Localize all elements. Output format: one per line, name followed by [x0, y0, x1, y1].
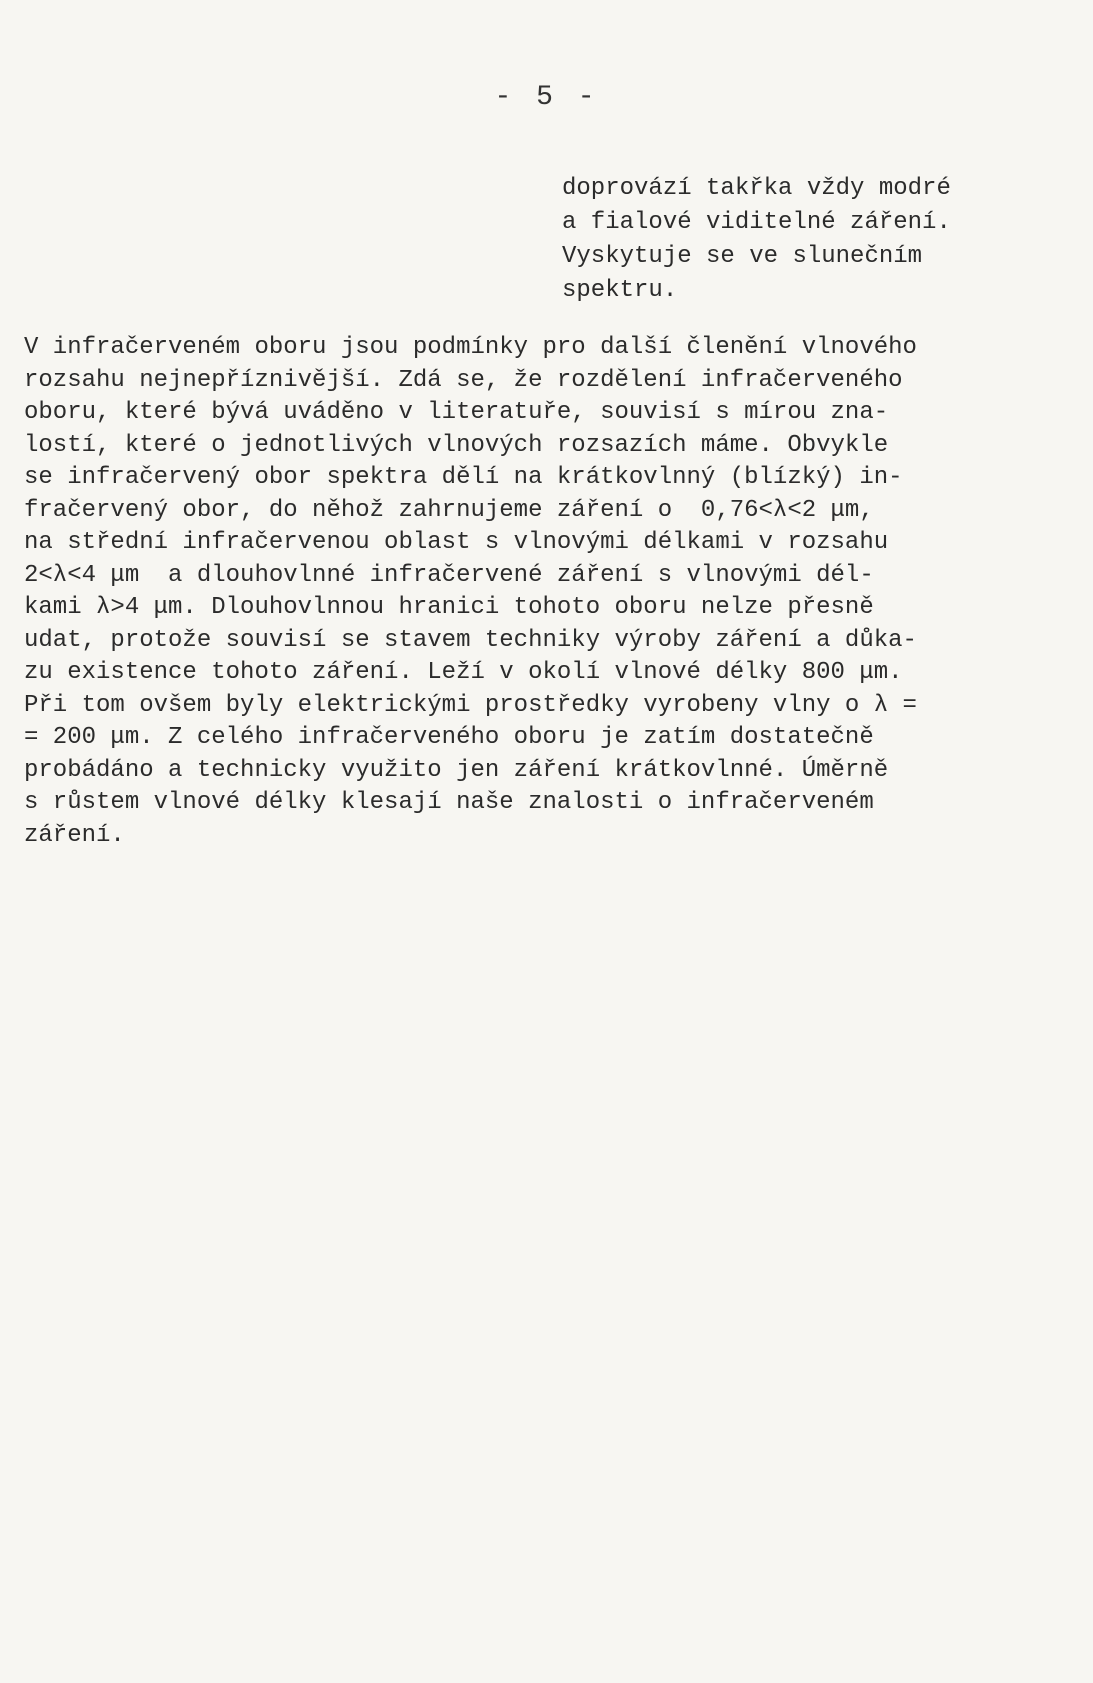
text-line: záření. — [24, 821, 125, 849]
text-line: se infračervený obor spektra dělí na krátkovlnný (blízký) in- — [24, 464, 903, 491]
text-line: na střední infračervenou oblast s vlnovými délkami v rozsahu — [24, 529, 889, 556]
text-line: doprovází takřka vždy modré — [562, 175, 951, 202]
text-line: spektru. — [562, 277, 678, 304]
text-line: lostí, které o jednotlivých vlnových rozsazích máme. Obvykle — [24, 431, 889, 459]
continued-paragraph — [562, 172, 1062, 308]
text-line: kami λ>4 μm. Dlouhovlnnou hranici tohoto oboru nelze přesně — [24, 594, 874, 621]
text-line: = 200 μm. Z celého infračerveného oboru je zatím dostatečně — [24, 724, 874, 751]
text-line: V infračerveném oboru jsou podmínky pro další členění vlnového — [24, 334, 917, 361]
text-line: Při tom ovšem byly elektrickými prostředky vyrobeny vlny o λ = — [24, 691, 917, 719]
text-line: zu existence tohoto záření. Leží v okolí vlnové délky 800 μm. — [24, 659, 903, 686]
text-line: Vyskytuje se ve slunečním — [562, 243, 923, 270]
text-line: 2<λ<4 μm a dlouhovlnné infračervené záření s vlnovými dél- — [24, 561, 874, 589]
text-line: fračervený obor, do něhož zahrnujeme záření o 0,76<λ<2 μm, — [24, 496, 874, 524]
text-line: probádáno a technicky využito jen záření krátkovlnné. Úměrně — [24, 756, 889, 784]
text-line: s růstem vlnové délky klesají naše znalosti o infračerveném — [24, 789, 874, 816]
text-line: oboru, které bývá uváděno v literatuře, souvisí s mírou zna- — [24, 399, 889, 426]
page-number: - 5 - — [494, 82, 599, 113]
main-paragraph — [24, 332, 1064, 852]
text-line: a fialové viditelné záření. — [562, 209, 951, 236]
text-line: rozsahu nejnepříznivější. Zdá se, že rozdělení infračerveného — [24, 366, 903, 394]
text-line: udat, protože souvisí se stavem techniky výroby záření a důka- — [24, 626, 917, 654]
